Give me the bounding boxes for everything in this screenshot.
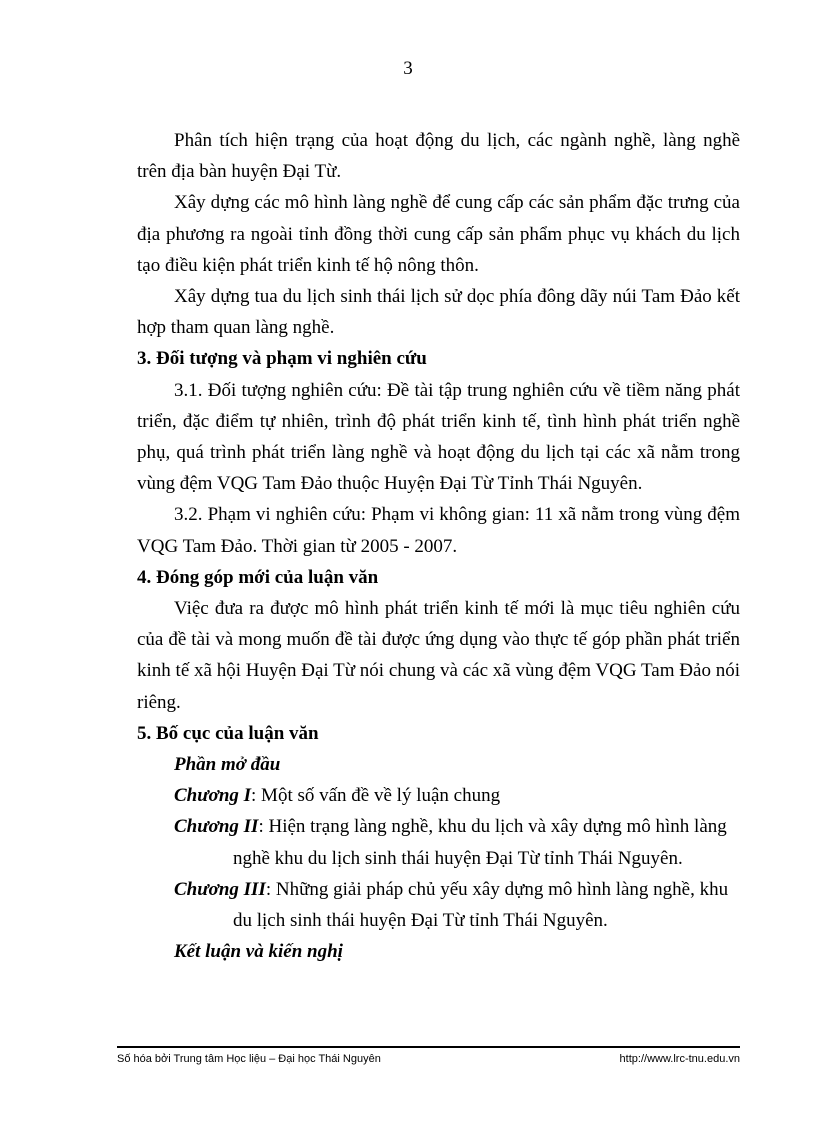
chapter-3-title-continued: du lịch sinh thái huyện Đại Từ tỉnh Thái Nguyên. bbox=[233, 910, 608, 932]
chapter-3-label: Chương III bbox=[174, 878, 266, 900]
body-text bbox=[137, 125, 740, 967]
section-4-paragraph: Việc đưa ra được mô hình phát triển kinh tế mới là mục tiêu nghiên cứu của đề tài và mong muốn đề tài được ứng dụng vào thực tế góp phần phát triển kinh tế xã hội Huyện Đại Từ nói chung và các xã vùng đệm VQG Tam Đảo nói riêng. bbox=[137, 598, 740, 713]
chapter-2-label: Chương II bbox=[174, 816, 259, 838]
section-4-heading: 4. Đóng góp mới của luận văn bbox=[137, 566, 379, 588]
outline-conclusion: Kết luận và kiến nghị bbox=[174, 941, 343, 963]
chapter-2-title: : Hiện trạng làng nghề, khu du lịch và xây dựng mô hình làng bbox=[258, 816, 727, 838]
footer-url[interactable]: http://www.lrc-tnu.edu.vn bbox=[619, 1053, 740, 1065]
page-number: 3 bbox=[403, 58, 413, 79]
chapter-1-label: Chương I bbox=[174, 785, 252, 807]
chapter-3-title: : Những giải pháp chủ yếu xây dựng mô hình làng nghề, khu bbox=[265, 878, 729, 900]
footer-divider bbox=[117, 1046, 740, 1048]
section-3-2-paragraph: 3.2. Phạm vi nghiên cứu: Phạm vi không gian: 11 xã nằm trong vùng đệm VQG Tam Đảo. Thời gian từ 2005 - 2007. bbox=[137, 504, 740, 557]
outline-chapter-2 bbox=[137, 811, 740, 873]
section-3-1-paragraph: 3.1. Đối tượng nghiên cứu: Đề tài tập trung nghiên cứu về tiềm năng phát triển, đặc điểm tự nhiên, trình độ phát triển kinh tế, tình hình phát triển nghề phụ, quá trình phát triển làng nghề và hoạt động du lịch tại các xã nằm trong vùng đệm VQG Tam Đảo thuộc Huyện Đại Từ Tỉnh Thái Nguyên. bbox=[137, 379, 740, 495]
section-5-heading: 5. Bố cục của luận văn bbox=[137, 722, 319, 744]
paragraph-eco-tour: Xây dựng tua du lịch sinh thái lịch sử dọc phía đông dãy núi Tam Đảo kết hợp tham quan làng nghề. bbox=[137, 286, 740, 339]
outline-chapter-1 bbox=[137, 780, 740, 811]
paragraph-current-status: Phân tích hiện trạng của hoạt động du lịch, các ngành nghề, làng nghề trên địa bàn huyện Đại Từ. bbox=[137, 130, 740, 183]
chapter-2-title-continued: nghề khu du lịch sinh thái huyện Đại Từ tỉnh Thái Nguyên. bbox=[233, 847, 683, 869]
footer-source: Số hóa bởi Trung tâm Học liệu – Đại học Thái Nguyên bbox=[117, 1053, 381, 1065]
paragraph-craft-village-models: Xây dựng các mô hình làng nghề để cung cấp các sản phẩm đặc trưng của địa phương ra ngoài tỉnh đồng thời cung cấp sản phẩm phục vụ khách du lịch tạo điều kiện phát triển kinh tế hộ nông thôn. bbox=[137, 192, 740, 276]
outline-introduction: Phần mở đầu bbox=[174, 754, 281, 776]
section-3-heading: 3. Đối tượng và phạm vi nghiên cứu bbox=[137, 348, 427, 370]
chapter-1-title: : Một số vấn đề về lý luận chung bbox=[251, 785, 501, 807]
outline-chapter-3 bbox=[137, 874, 740, 936]
